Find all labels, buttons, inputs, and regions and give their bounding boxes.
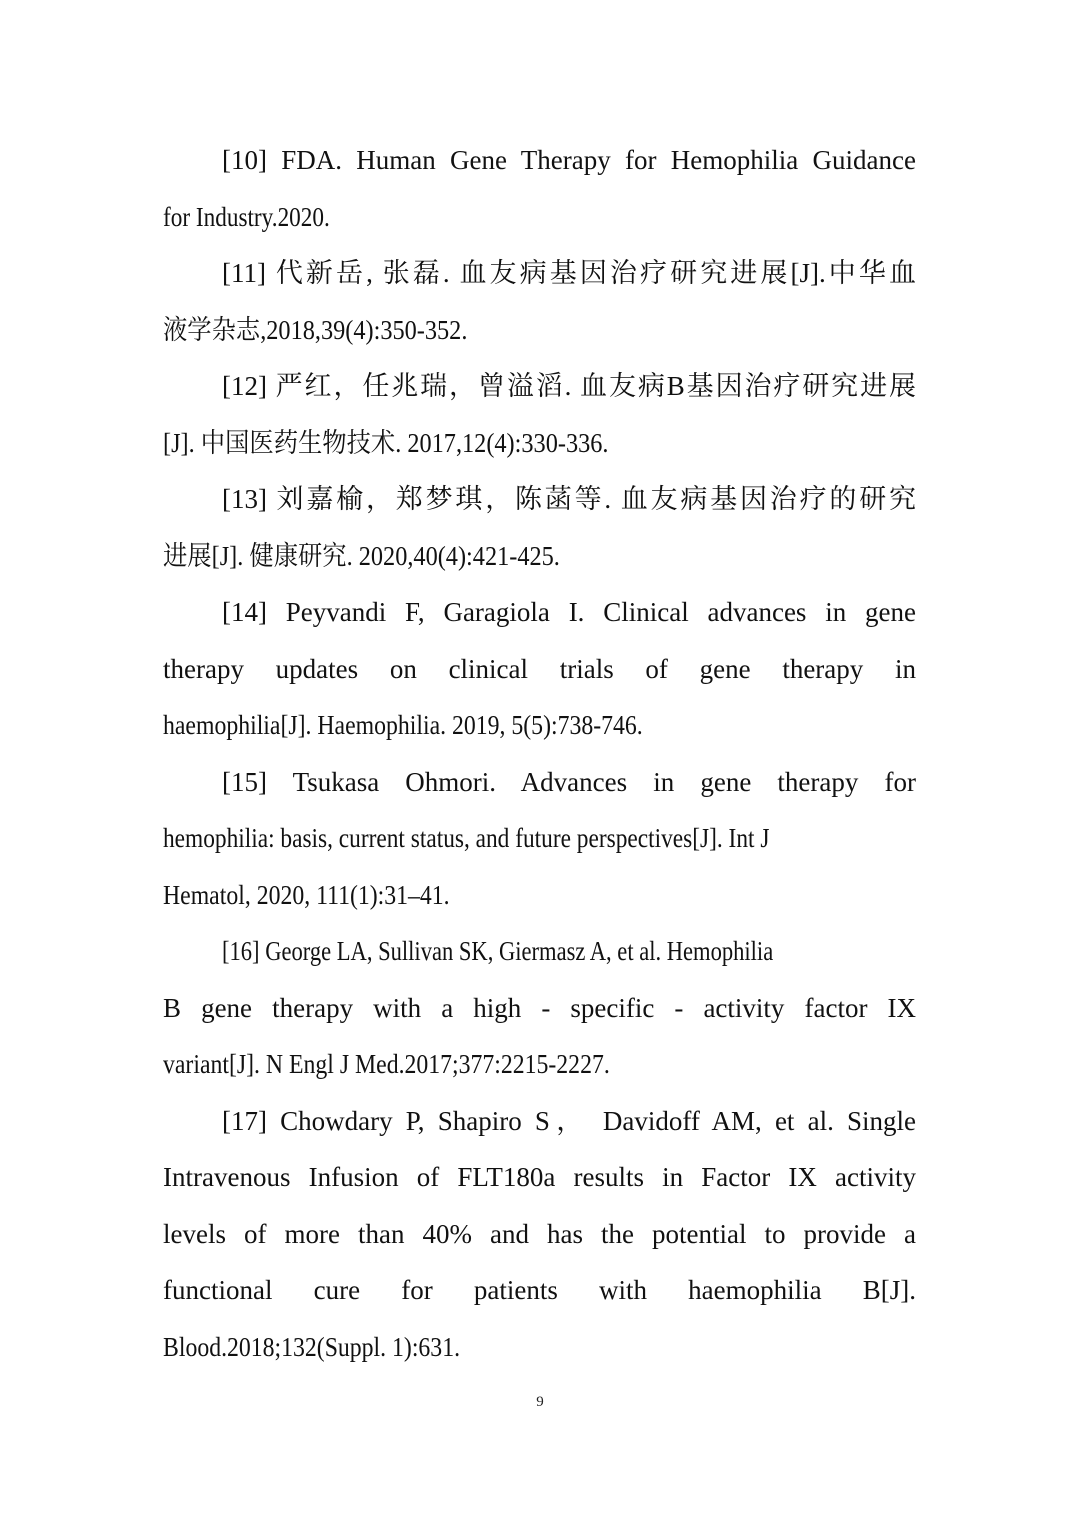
reference-17-line-3 — [163, 1214, 916, 1254]
page-number: 9 — [536, 1394, 544, 1410]
reference-text: [12] 严红，任兆瑞，曾溢滔. 血友病B基因治疗研究进展 — [222, 371, 916, 401]
reference-14-line-1 — [222, 592, 916, 632]
reference-16-line-3 — [163, 1044, 916, 1084]
reference-14-line-2 — [163, 649, 916, 689]
reference-text: [11] 代新岳, 张磊. 血友病基因治疗研究进展[J].中华血 — [222, 258, 916, 288]
reference-12-line-2 — [163, 423, 916, 463]
reference-text: [J]. 中国医药生物技术. 2017,12(4):330-336. — [163, 428, 609, 458]
reference-15-line-2 — [163, 818, 916, 858]
reference-11-line-1 — [222, 253, 916, 293]
reference-text: 液学杂志,2018,39(4):350-352. — [163, 315, 468, 345]
reference-text: [14] Peyvandi F, Garagiola I. Clinical advances in gene — [222, 597, 916, 627]
reference-15-line-3 — [163, 875, 916, 915]
reference-text: Hematol, 2020, 111(1):31–41. — [163, 880, 450, 910]
reference-text: [17] Chowdary P, Shapiro S， Davidoff AM, et al. Single — [222, 1106, 916, 1136]
reference-17-line-4 — [163, 1270, 916, 1310]
reference-text: functional cure for patients with haemophilia B[J]. — [163, 1275, 916, 1305]
reference-text: levels of more than 40% and has the potential to provide a — [163, 1219, 916, 1249]
reference-text: for Industry.2020. — [163, 202, 330, 232]
reference-16-line-2 — [163, 988, 916, 1028]
reference-10-line-1 — [222, 140, 916, 180]
reference-10-line-2 — [163, 197, 916, 237]
reference-text: therapy updates on clinical trials of gene therapy in — [163, 654, 916, 684]
reference-13-line-1 — [222, 479, 916, 519]
reference-text: Blood.2018;132(Suppl. 1):631. — [163, 1332, 461, 1362]
reference-text: hemophilia: basis, current status, and future perspectives[J]. Int J — [163, 823, 770, 853]
reference-text: [10] FDA. Human Gene Therapy for Hemophilia Guidance — [222, 145, 916, 175]
reference-text: [16] George LA, Sullivan SK, Giermasz A, et al. Hemophilia — [222, 936, 774, 966]
reference-12-line-1 — [222, 366, 916, 406]
reference-text: variant[J]. N Engl J Med.2017;377:2215-2227. — [163, 1049, 610, 1079]
reference-text: Intravenous Infusion of FLT180a results in Factor IX activity — [163, 1162, 916, 1192]
reference-13-line-2 — [163, 536, 916, 576]
reference-14-line-3 — [163, 705, 916, 745]
reference-text: [13] 刘嘉榆，郑梦琪，陈菡等. 血友病基因治疗的研究 — [222, 484, 916, 514]
reference-17-line-5 — [163, 1327, 916, 1367]
reference-text: 进展[J]. 健康研究. 2020,40(4):421-425. — [163, 541, 560, 571]
reference-text: [15] Tsukasa Ohmori. Advances in gene therapy for — [222, 767, 916, 797]
reference-11-line-2 — [163, 310, 916, 350]
reference-16-line-1 — [222, 931, 916, 971]
reference-17-line-2 — [163, 1157, 916, 1197]
reference-text: haemophilia[J]. Haemophilia. 2019, 5(5):738-746. — [163, 710, 643, 740]
reference-17-line-1 — [222, 1101, 916, 1141]
reference-15-line-1 — [222, 762, 916, 802]
reference-text: B gene therapy with a high - specific - activity factor IX — [163, 993, 916, 1023]
